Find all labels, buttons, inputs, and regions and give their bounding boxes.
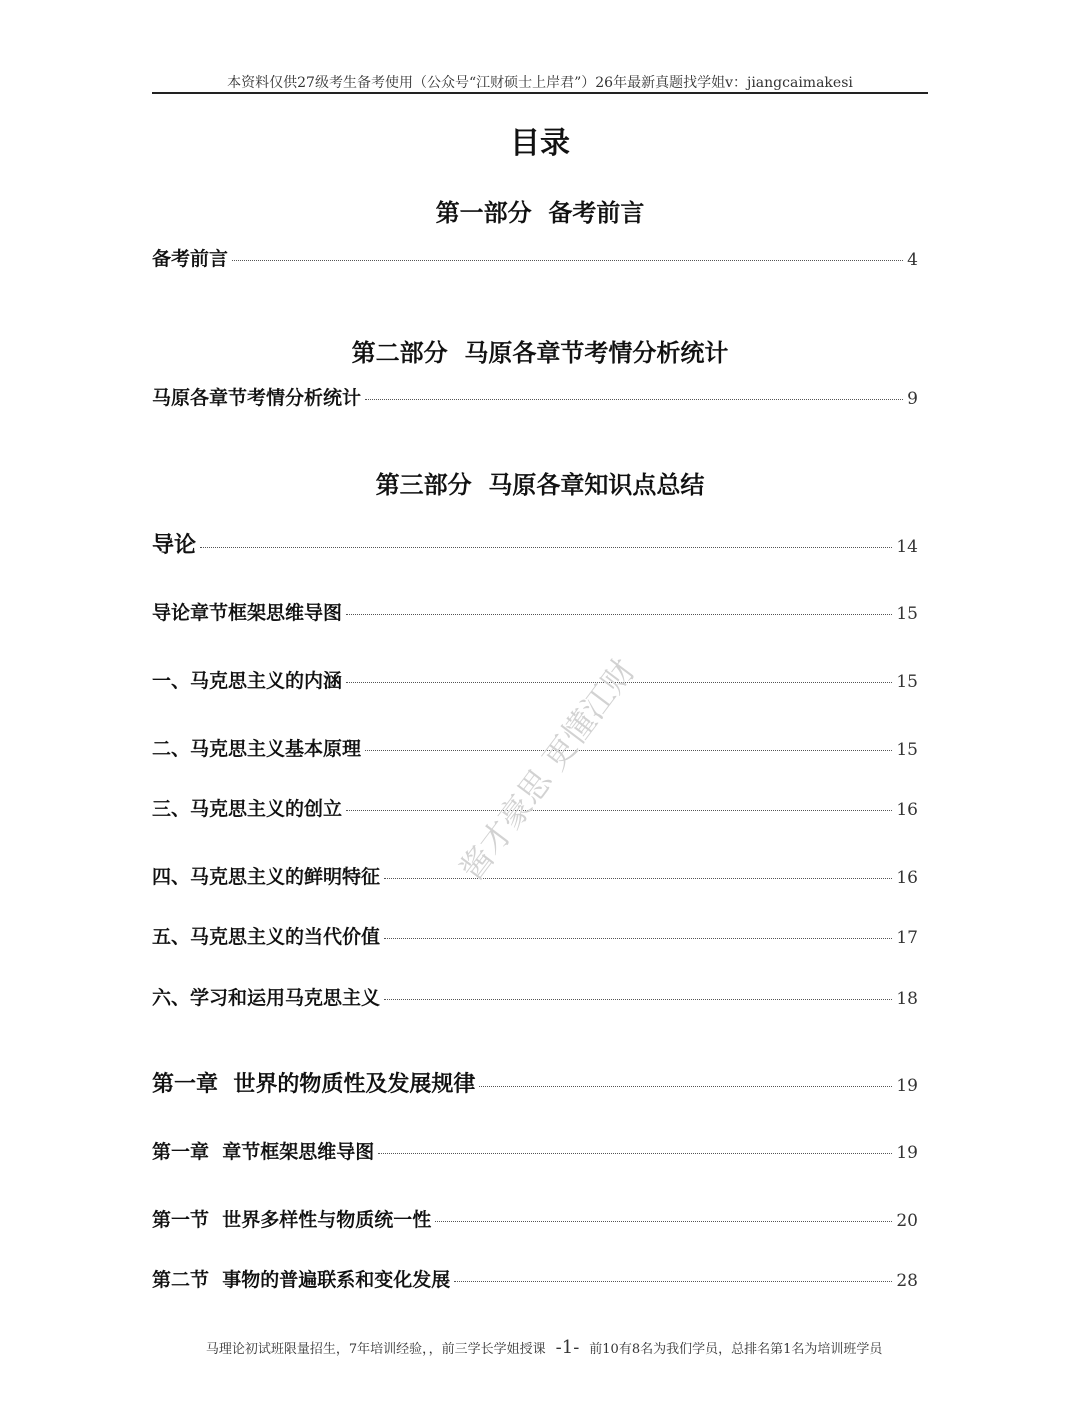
dot-leader bbox=[200, 547, 892, 548]
dot-leader bbox=[365, 750, 892, 751]
toc-entry[interactable] bbox=[152, 1265, 918, 1292]
dot-leader bbox=[378, 1153, 892, 1154]
toc-entry-page: 4 bbox=[907, 250, 918, 270]
dot-leader bbox=[346, 614, 892, 615]
toc-entry[interactable] bbox=[152, 666, 918, 693]
toc-entry[interactable] bbox=[152, 1067, 918, 1098]
toc-entry-page: 15 bbox=[896, 604, 918, 624]
toc-entry-page: 15 bbox=[896, 672, 918, 692]
dot-leader bbox=[346, 810, 892, 811]
toc-entry-label: 第二节 事物的普遍联系和变化发展 bbox=[152, 1269, 451, 1291]
page-number: -1- bbox=[555, 1337, 580, 1358]
dot-leader bbox=[384, 938, 892, 939]
toc-entry[interactable] bbox=[152, 983, 918, 1010]
toc-entry-label: 马原各章节考情分析统计 bbox=[152, 387, 362, 409]
toc-entry[interactable] bbox=[152, 383, 918, 410]
toc-entry-label: 二、马克思主义基本原理 bbox=[152, 738, 362, 760]
toc-entry[interactable] bbox=[152, 862, 918, 889]
dot-leader bbox=[454, 1281, 892, 1282]
footer-left-text: 马理论初试班限量招生，7年培训经验，，前三学长学姐授课 bbox=[205, 1342, 546, 1357]
part-title: 第一部分 备考前言 bbox=[435, 198, 645, 227]
toc-entry-page: 16 bbox=[896, 868, 918, 888]
toc-entry[interactable] bbox=[152, 1137, 918, 1164]
toc-entry-label: 三、马克思主义的创立 bbox=[152, 798, 343, 820]
toc-entry[interactable] bbox=[152, 598, 918, 625]
toc-entry-label: 第一章 世界的物质性及发展规律 bbox=[152, 1071, 476, 1097]
toc-entry[interactable] bbox=[152, 244, 918, 271]
toc-entry[interactable] bbox=[152, 528, 918, 559]
watermark: 酱才豪思 更懂江财 bbox=[452, 651, 643, 888]
header-rule bbox=[152, 92, 928, 94]
dot-leader bbox=[479, 1086, 892, 1087]
toc-entry-page: 28 bbox=[896, 1271, 918, 1291]
toc-entry-page: 14 bbox=[896, 537, 918, 557]
toc-entry-label: 备考前言 bbox=[152, 248, 229, 270]
toc-entry-page: 15 bbox=[896, 740, 918, 760]
dot-leader bbox=[435, 1221, 892, 1222]
page-title: 目录 bbox=[510, 126, 570, 161]
toc-entry-page: 17 bbox=[896, 928, 918, 948]
page-footer bbox=[0, 1322, 1080, 1358]
toc-entry-label: 第一节 世界多样性与物质统一性 bbox=[152, 1209, 432, 1231]
part-title: 第二部分 马原各章节考情分析统计 bbox=[351, 338, 729, 367]
toc-entry[interactable] bbox=[152, 922, 918, 949]
dot-leader bbox=[232, 260, 903, 261]
toc-entry-page: 20 bbox=[896, 1211, 918, 1231]
toc-entry-label: 五、马克思主义的当代价值 bbox=[152, 926, 381, 948]
toc-entry-label: 四、马克思主义的鲜明特征 bbox=[152, 866, 381, 888]
footer-right-text: 前10有8名为我们学员，总排名第1名为培训班学员 bbox=[589, 1342, 883, 1357]
toc-entry-label: 第一章 章节框架思维导图 bbox=[152, 1141, 375, 1163]
part-title: 第三部分 马原各章知识点总结 bbox=[375, 470, 705, 499]
dot-leader bbox=[384, 878, 892, 879]
toc-entry-label: 导论 bbox=[152, 532, 197, 558]
toc-entry-page: 9 bbox=[907, 389, 918, 409]
toc-entry-label: 六、学习和运用马克思主义 bbox=[152, 987, 381, 1009]
toc-entry-page: 19 bbox=[896, 1076, 918, 1096]
toc-entry-label: 导论章节框架思维导图 bbox=[152, 602, 343, 624]
toc-entry-label: 一、马克思主义的内涵 bbox=[152, 670, 343, 692]
toc-entry-page: 18 bbox=[896, 989, 918, 1009]
dot-leader bbox=[384, 999, 892, 1000]
toc-entry[interactable] bbox=[152, 1205, 918, 1232]
toc-entry-page: 19 bbox=[896, 1143, 918, 1163]
page-header-text: 本资料仅供27级考生备考使用（公众号“江财硕士上岸君”）26年最新真题找学姐v：jiangcaimakesi bbox=[227, 75, 853, 91]
toc-entry-page: 16 bbox=[896, 800, 918, 820]
dot-leader bbox=[365, 399, 903, 400]
